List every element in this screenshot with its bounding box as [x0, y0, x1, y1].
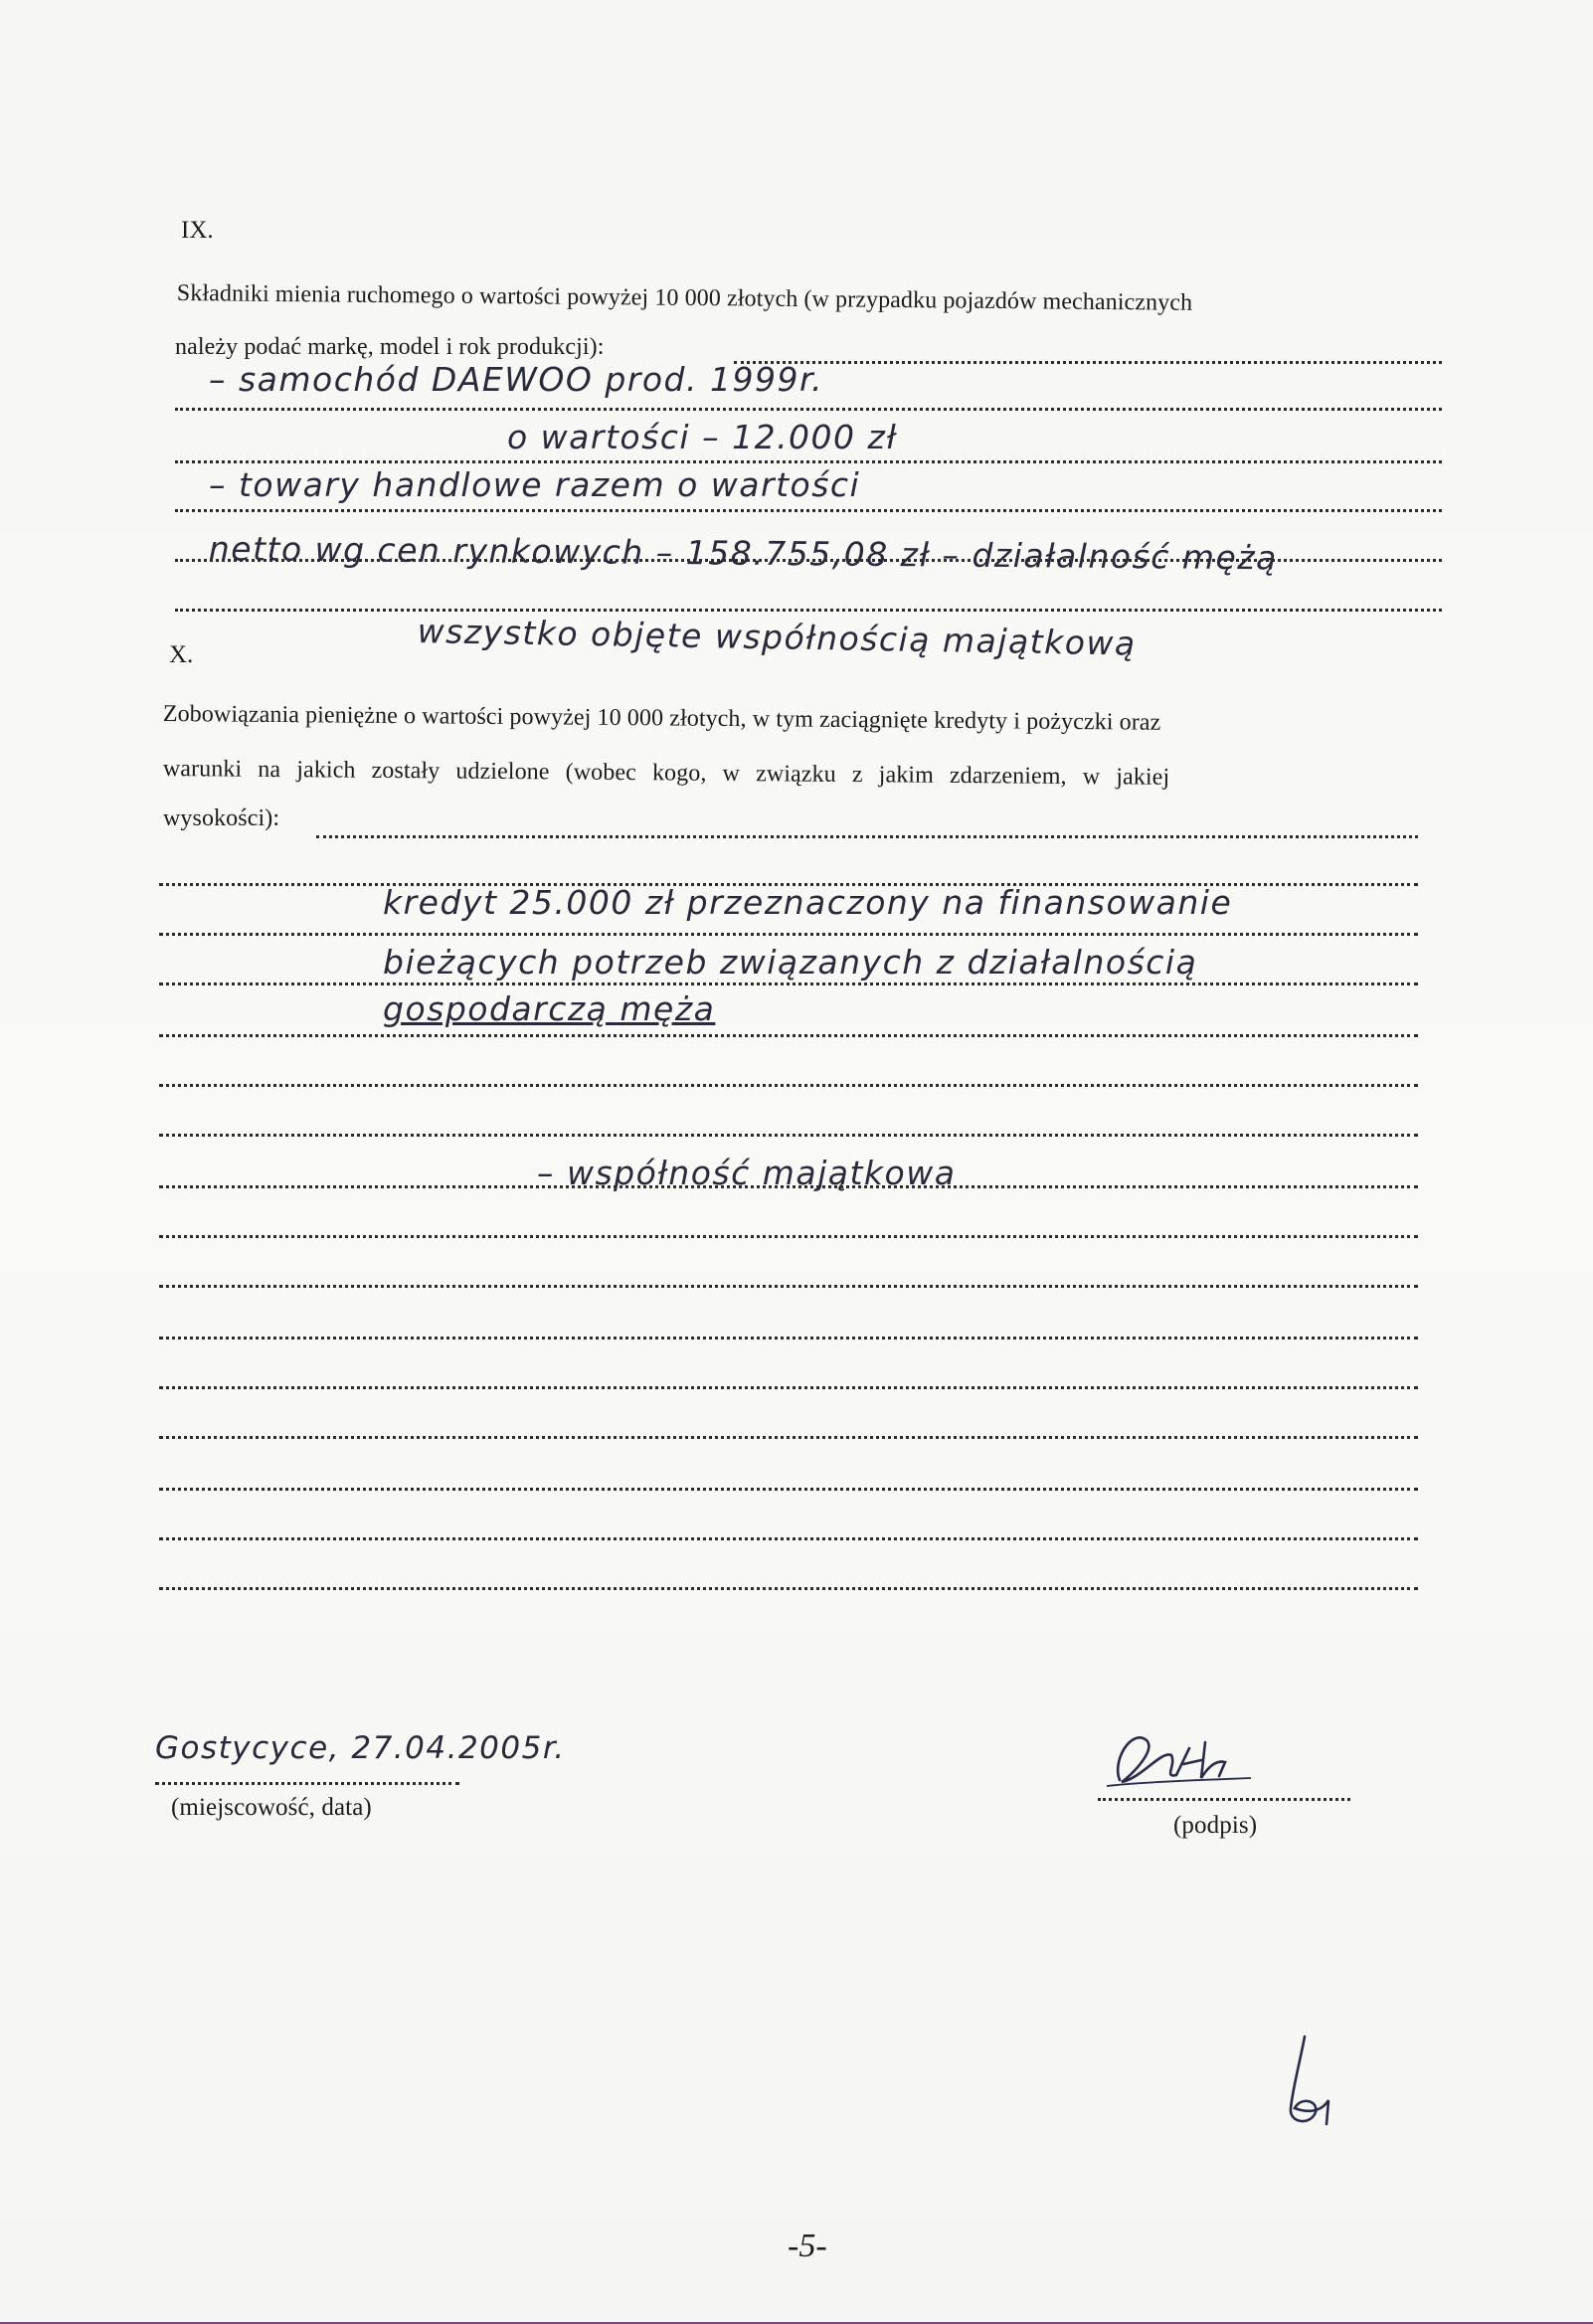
dotted-line [175, 509, 1442, 512]
handwritten-line: kredyt 25.000 zł przeznaczony na finansowanie [383, 883, 1233, 922]
dotted-line [159, 1488, 1418, 1491]
dotted-line [175, 408, 1442, 411]
place-date-label: (miejscowość, data) [171, 1794, 372, 1821]
handwritten-line: netto wg cen rynkowych – 158.755,08 zł – działalność mężą [208, 529, 1279, 578]
dotted-line [159, 1084, 1418, 1087]
signature-line [1098, 1798, 1350, 1801]
section-x-text-line2: warunki na jakich zostały udzielone (wobec kogo, w związku z jakim zdarzeniem, w jakiej [162, 756, 1170, 791]
dotted-line [159, 1235, 1418, 1238]
dotted-line [175, 460, 1442, 463]
handwritten-line: – samochód DAEWOO prod. 1999r. [209, 360, 823, 399]
section-x-text-line1: Zobowiązania pieniężne o wartości powyżej 10 000 złotych, w tym zaciągnięte kredyty i pożyczki oraz [162, 701, 1161, 736]
dotted-line [159, 983, 1418, 985]
handwritten-line: – współność majątkowa [537, 1154, 957, 1192]
dotted-line [159, 1034, 1418, 1037]
dotted-line [159, 1134, 1418, 1137]
place-date-value: Gostycyce, 27.04.2005r. [155, 1730, 566, 1766]
handwritten-line: – towary handlowe razem o wartości [209, 465, 861, 504]
section-x-number: X. [169, 641, 194, 668]
dotted-line [734, 361, 1442, 364]
handwritten-line: gospodarczą męża [383, 989, 716, 1028]
dotted-line [159, 1337, 1418, 1340]
section-ix-text-line1: Składniki mienia ruchomego o wartości powyżej 10 000 złotych (w przypadku pojazdów mechanicznych [176, 280, 1193, 316]
dotted-line [159, 1537, 1418, 1540]
initials-mark [1281, 2029, 1340, 2138]
place-date-line [155, 1782, 459, 1785]
dotted-line [159, 933, 1418, 936]
signature-mark [1102, 1720, 1261, 1800]
section-ix-number: IX. [181, 217, 214, 244]
page-number: -5- [788, 2228, 827, 2264]
dotted-line [316, 835, 1418, 838]
dotted-line [159, 1285, 1418, 1288]
dotted-line [159, 1386, 1418, 1389]
section-x-text-line3: wysokości): [163, 805, 280, 831]
handwritten-line: o wartości – 12.000 zł [507, 418, 898, 456]
handwritten-line: wszystko objęte współnością majątkową [417, 612, 1138, 663]
section-ix-text-line2: należy podać markę, model i rok produkcji): [175, 334, 605, 360]
signature-label: (podpis) [1173, 1812, 1258, 1839]
dotted-line [175, 609, 1442, 612]
handwritten-line: bieżących potrzeb związanych z działalnością [383, 943, 1198, 982]
dotted-line [159, 1587, 1418, 1590]
dotted-line [159, 1436, 1418, 1439]
